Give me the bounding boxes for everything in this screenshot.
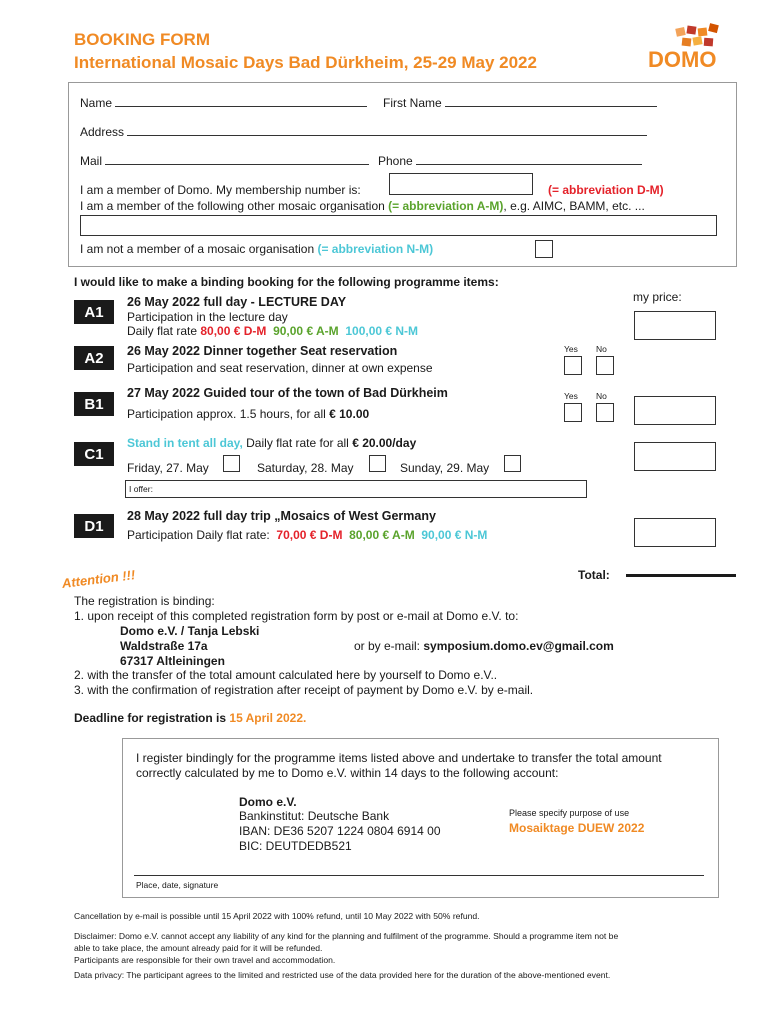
register-text1: I register bindingly for the programme items listed above and undertake to transfer the total amount bbox=[136, 751, 662, 765]
c1-sunday-checkbox[interactable] bbox=[504, 455, 521, 472]
form-subtitle: International Mosaic Days Bad Dürkheim, 25-29 May 2022 bbox=[74, 53, 537, 72]
name-label: Name bbox=[80, 96, 113, 110]
a2-no-label: No bbox=[596, 344, 607, 354]
contact-email[interactable]: symposium.domo.ev@gmail.com bbox=[423, 639, 614, 653]
b1-price-field[interactable] bbox=[634, 396, 716, 425]
disclaimer-line3: Participants are responsible for their own travel and accommodation. bbox=[74, 955, 336, 965]
a1-price-dm: 80,00 € D-M bbox=[200, 324, 267, 338]
abbr-nm-label: (= abbreviation N-M) bbox=[317, 242, 434, 256]
register-text2: correctly calculated by me to Domo e.V. within 14 days to the following account: bbox=[136, 766, 559, 780]
purpose-value: Mosaiktage DUEW 2022 bbox=[509, 821, 645, 835]
c1-saturday-checkbox[interactable] bbox=[369, 455, 386, 472]
svg-text:DOMO: DOMO bbox=[648, 47, 717, 72]
address-row bbox=[80, 125, 647, 139]
code-c1: C1 bbox=[74, 442, 114, 466]
b1-price: € 10.00 bbox=[329, 407, 370, 421]
total-field[interactable] bbox=[626, 574, 736, 577]
bank-bic: BIC: DEUTDEDB521 bbox=[239, 839, 352, 853]
a1-prices bbox=[127, 324, 418, 338]
other-organisation-field[interactable] bbox=[80, 215, 717, 236]
a1-title: 26 May 2022 full day - LECTURE DAY bbox=[127, 295, 347, 309]
c1-saturday-label: Saturday, 28. May bbox=[257, 461, 354, 475]
d1-price-am: 80,00 € A-M bbox=[349, 528, 415, 542]
name-field[interactable] bbox=[115, 96, 367, 107]
binding-step3: 3. with the confirmation of registration after receipt of payment by Domo e.V. by e-mail. bbox=[74, 683, 534, 697]
member-other-row bbox=[80, 199, 645, 213]
c1-title-rest: Daily flat rate for all bbox=[246, 436, 349, 450]
domo-logo bbox=[646, 22, 736, 72]
binding-intro: The registration is binding: bbox=[74, 594, 215, 608]
address-line3: 67317 Altleiningen bbox=[120, 654, 225, 668]
c1-friday-checkbox[interactable] bbox=[223, 455, 240, 472]
d1-title: 28 May 2022 full day trip „Mosaics of West Germany bbox=[127, 509, 436, 523]
address-line2: Waldstraße 17a bbox=[120, 639, 208, 653]
deadline-date: 15 April 2022. bbox=[229, 711, 307, 725]
domo-logo-mosaic bbox=[646, 22, 736, 72]
member-domo-text: I am a member of Domo. My membership number is: bbox=[80, 183, 361, 197]
address-field[interactable] bbox=[127, 125, 647, 136]
disclaimer-line1: Disclaimer: Domo e.V. cannot accept any liability of any kind for the planning and fulfilment of the programme. Should a programme item not be bbox=[74, 931, 619, 941]
form-title: BOOKING FORM bbox=[74, 30, 210, 49]
c1-offer-field[interactable] bbox=[125, 480, 587, 498]
d1-price-field[interactable] bbox=[634, 518, 716, 547]
b1-yes-label: Yes bbox=[564, 391, 578, 401]
address-label: Address bbox=[80, 125, 125, 139]
cancellation-note: Cancellation by e-mail is possible until 15 April 2022 with 100% refund, until 10 May 2022 with 50% refund. bbox=[74, 911, 480, 921]
a1-rate-label: Daily flat rate bbox=[127, 324, 198, 338]
mail-label: Mail bbox=[80, 154, 103, 168]
phone-field[interactable] bbox=[416, 154, 642, 165]
programme-intro: I would like to make a binding booking for the following programme items: bbox=[74, 275, 499, 289]
code-a2: A2 bbox=[74, 346, 114, 370]
c1-price: € 20.00/day bbox=[352, 436, 417, 450]
attention-note: Attention !!! bbox=[61, 567, 137, 591]
membership-number-field[interactable] bbox=[389, 173, 533, 195]
total-label: Total: bbox=[578, 568, 610, 582]
phone-label: Phone bbox=[378, 154, 413, 168]
abbr-dm-label: (= abbreviation D-M) bbox=[548, 183, 664, 197]
b1-no-checkbox[interactable] bbox=[596, 403, 614, 422]
a1-price-nm: 100,00 € N-M bbox=[345, 324, 419, 338]
deadline-row bbox=[74, 711, 306, 725]
first-name-row bbox=[383, 96, 657, 110]
phone-row bbox=[378, 154, 642, 168]
c1-offer-label: I offer: bbox=[129, 484, 153, 494]
first-name-label: First Name bbox=[383, 96, 442, 110]
address-line1: Domo e.V. / Tanja Lebski bbox=[120, 624, 260, 638]
a2-yes-label: Yes bbox=[564, 344, 578, 354]
code-d1: D1 bbox=[74, 514, 114, 538]
b1-line1 bbox=[127, 407, 369, 421]
abbr-am-label: (= abbreviation A-M) bbox=[388, 199, 504, 213]
mail-row bbox=[80, 154, 369, 168]
code-a1: A1 bbox=[74, 300, 114, 324]
my-price-label: my price: bbox=[633, 290, 682, 304]
bank-institute: Bankinstitut: Deutsche Bank bbox=[239, 809, 390, 823]
data-privacy-note: Data privacy: The participant agrees to the limited and restricted use of the data provided here for the duration of the above-mentioned event. bbox=[74, 970, 611, 980]
b1-title: 27 May 2022 Guided tour of the town of Bad Dürkheim bbox=[127, 386, 448, 400]
member-other-text: I am a member of the following other mosaic organisation bbox=[80, 199, 385, 213]
deadline-label: Deadline for registration is bbox=[74, 711, 227, 725]
name-row bbox=[80, 96, 367, 110]
a2-yes-checkbox[interactable] bbox=[564, 356, 582, 375]
a2-line1: Participation and seat reservation, dinner at own expense bbox=[127, 361, 433, 375]
a1-line1: Participation in the lecture day bbox=[127, 310, 288, 324]
d1-prices bbox=[127, 528, 487, 542]
not-member-text: I am not a member of a mosaic organisation bbox=[80, 242, 315, 256]
a1-price-am: 90,00 € A-M bbox=[273, 324, 339, 338]
not-member-row bbox=[80, 242, 433, 256]
purpose-label: Please specify purpose of use bbox=[509, 808, 630, 818]
a2-no-checkbox[interactable] bbox=[596, 356, 614, 375]
email-prefix: or by e-mail: bbox=[354, 639, 421, 653]
bank-account-name: Domo e.V. bbox=[239, 795, 297, 809]
c1-sunday-label: Sunday, 29. May bbox=[400, 461, 490, 475]
b1-participation: Participation approx. 1.5 hours, for all bbox=[127, 407, 326, 421]
d1-price-nm: 90,00 € N-M bbox=[421, 528, 488, 542]
b1-yes-checkbox[interactable] bbox=[564, 403, 582, 422]
d1-price-dm: 70,00 € D-M bbox=[276, 528, 343, 542]
binding-step1: 1. upon receipt of this completed registration form by post or e-mail at Domo e.V. to: bbox=[74, 609, 519, 623]
a1-price-field[interactable] bbox=[634, 311, 716, 340]
c1-friday-label: Friday, 27. May bbox=[127, 461, 209, 475]
not-member-checkbox[interactable] bbox=[535, 240, 553, 258]
signature-label: Place, date, signature bbox=[136, 880, 219, 890]
code-b1: B1 bbox=[74, 392, 114, 416]
bank-iban: IBAN: DE36 5207 1224 0804 6914 00 bbox=[239, 824, 441, 838]
first-name-field[interactable] bbox=[445, 96, 657, 107]
disclaimer-line2: able to take place, the amount already paid for it will be refunded. bbox=[74, 943, 323, 953]
email-row bbox=[354, 639, 614, 653]
d1-rate-label: Participation Daily flat rate: bbox=[127, 528, 270, 542]
c1-title-colored: Stand in tent all day, bbox=[127, 436, 243, 450]
b1-no-label: No bbox=[596, 391, 607, 401]
a2-title: 26 May 2022 Dinner together Seat reservation bbox=[127, 344, 398, 358]
c1-price-field[interactable] bbox=[634, 442, 716, 471]
c1-title-row bbox=[127, 436, 416, 450]
member-other-examples: , e.g. AIMC, BAMM, etc. ... bbox=[503, 199, 645, 213]
signature-line[interactable] bbox=[134, 875, 704, 876]
binding-step2: 2. with the transfer of the total amount calculated here by yourself to Domo e.V.. bbox=[74, 668, 498, 682]
mail-field[interactable] bbox=[105, 154, 369, 165]
